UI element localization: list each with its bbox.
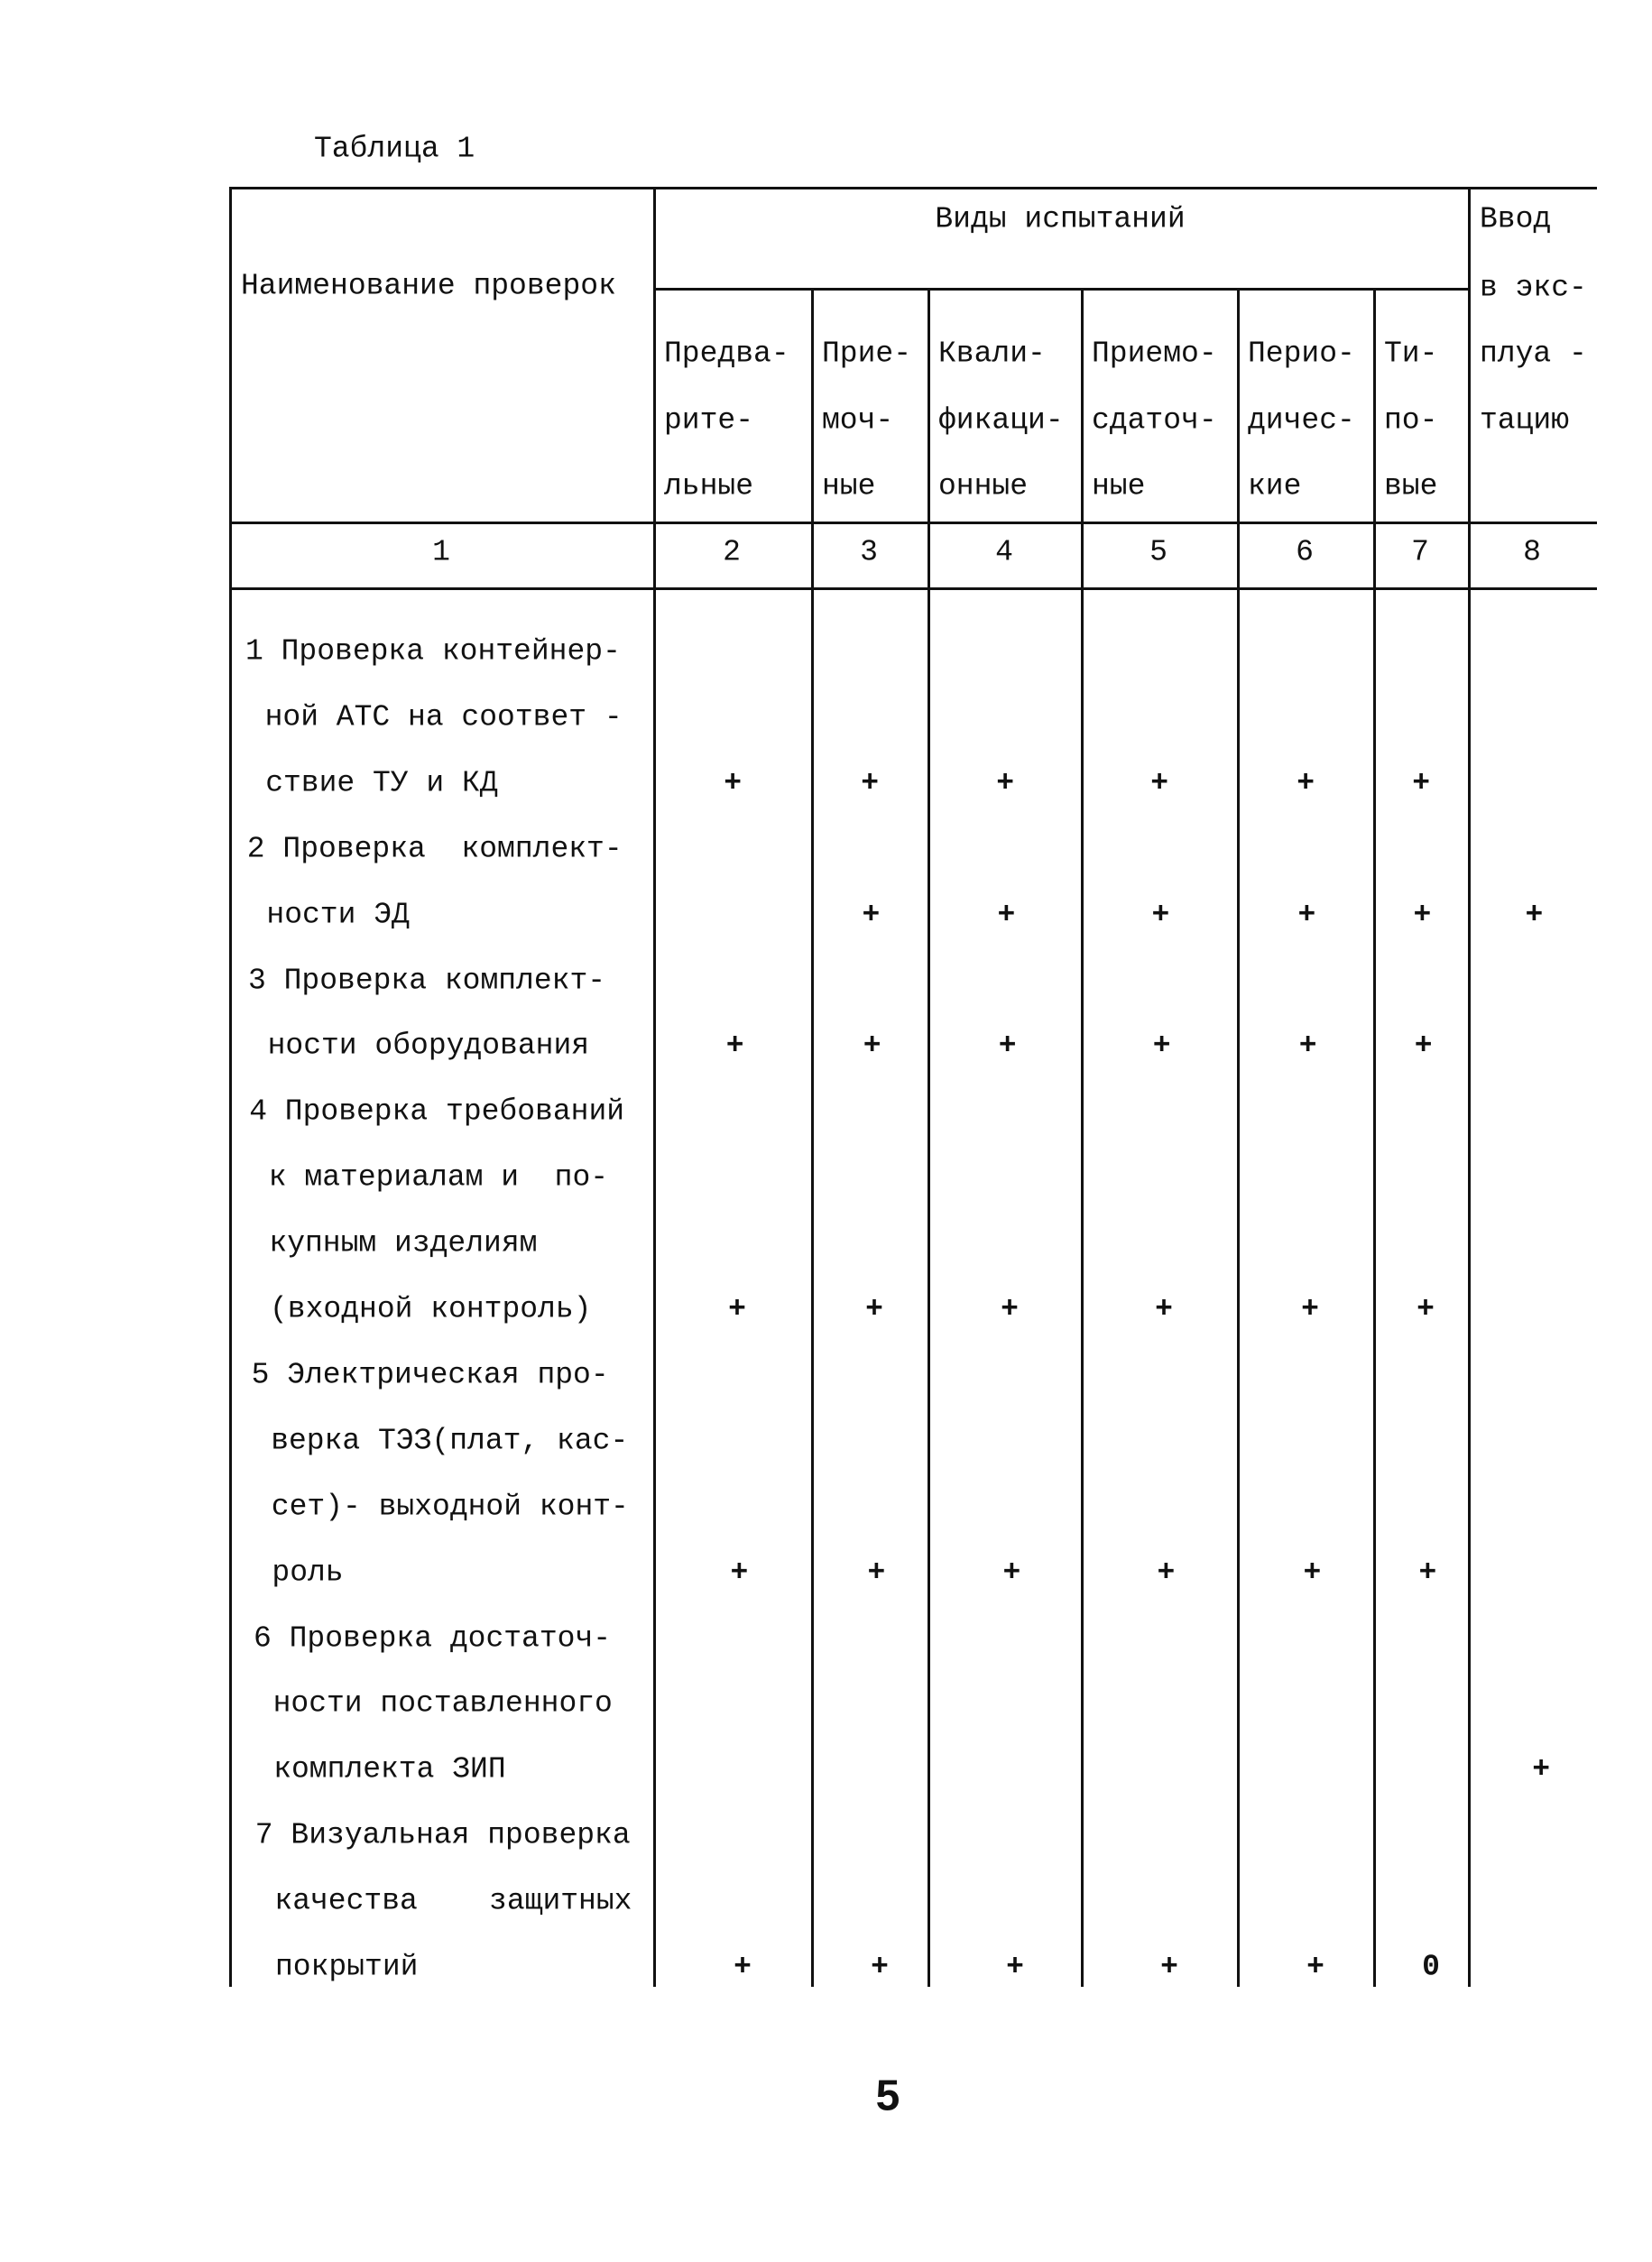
row-check-text: ности поставленного xyxy=(272,1686,613,1721)
test-mark: + xyxy=(865,1292,883,1326)
test-mark: + xyxy=(867,1556,886,1590)
column-divider xyxy=(1237,288,1240,1987)
test-mark: + xyxy=(1298,1029,1317,1063)
row-check-text: ности оборудования xyxy=(267,1029,590,1063)
header-group-divider xyxy=(653,288,1468,291)
test-mark: + xyxy=(1306,1950,1324,1984)
column-number: 3 xyxy=(860,535,878,569)
test-mark: + xyxy=(1417,1292,1435,1326)
test-mark: + xyxy=(1002,1556,1021,1590)
test-mark: + xyxy=(862,898,881,932)
header-test-type: дичес- xyxy=(1248,403,1355,438)
test-mark: + xyxy=(1150,766,1169,800)
test-mark: + xyxy=(997,898,1016,932)
test-mark: + xyxy=(725,1029,744,1063)
column-divider xyxy=(1468,187,1471,1987)
row-check-text: комплекта ЗИП xyxy=(273,1752,506,1787)
test-mark: + xyxy=(1297,898,1316,932)
test-mark: + xyxy=(1412,766,1431,800)
header-test-type: сдаточ- xyxy=(1092,403,1217,438)
test-mark: + xyxy=(730,1556,749,1590)
header-test-type: Приемо- xyxy=(1092,337,1217,371)
column-number: 8 xyxy=(1523,535,1541,569)
test-mark: + xyxy=(1525,898,1544,932)
row-check-text: (входной контроль) xyxy=(270,1292,592,1326)
row-check-text: покрытий xyxy=(275,1950,419,1984)
row-check-text: 6 Проверка достаточ- xyxy=(254,1621,612,1655)
test-mark: + xyxy=(1297,766,1315,800)
row-check-text: ности ЭД xyxy=(266,898,410,932)
row-check-text: сет)- выходной конт- xyxy=(271,1490,629,1524)
column-divider xyxy=(653,187,656,1987)
test-mark: + xyxy=(1303,1556,1322,1590)
test-mark: + xyxy=(728,1292,746,1326)
test-mark: + xyxy=(1160,1950,1178,1984)
column-number: 4 xyxy=(995,535,1013,569)
table-top-border xyxy=(229,187,1597,189)
header-test-type: льные xyxy=(664,469,754,503)
header-test-type: рите- xyxy=(664,403,754,438)
test-mark: + xyxy=(871,1950,889,1984)
column-divider xyxy=(811,288,814,1987)
row-check-text: ствие ТУ и КД xyxy=(265,766,498,800)
column-divider xyxy=(1081,288,1084,1987)
header-test-type: Прие- xyxy=(822,337,912,371)
test-mark: + xyxy=(1301,1292,1319,1326)
header-test-type: по- xyxy=(1384,403,1438,438)
column-number: 5 xyxy=(1149,535,1167,569)
row-check-text: 2 Проверка комплект- xyxy=(246,832,623,866)
test-mark: + xyxy=(996,766,1015,800)
table-caption: Таблица 1 xyxy=(314,132,475,166)
row-check-text: верка ТЭЗ(плат, кас- xyxy=(271,1424,629,1458)
header-commissioning: Ввод xyxy=(1480,202,1552,236)
header-commissioning: тацию xyxy=(1480,403,1570,438)
header-test-type: Квали- xyxy=(938,337,1046,371)
test-mark: + xyxy=(1151,898,1170,932)
row-check-text: 1 Проверка контейнер- xyxy=(245,634,621,669)
test-mark: + xyxy=(1532,1752,1551,1787)
test-mark: + xyxy=(724,766,743,800)
test-mark: + xyxy=(1157,1556,1176,1590)
test-mark: + xyxy=(861,766,880,800)
number-row-bottom-border xyxy=(229,587,1597,590)
test-mark: + xyxy=(1413,898,1432,932)
header-test-type: ные xyxy=(822,469,876,503)
column-divider xyxy=(1373,288,1376,1987)
header-test-type: фикаци- xyxy=(938,403,1064,438)
header-bottom-border xyxy=(229,522,1597,524)
test-mark: + xyxy=(1418,1556,1437,1590)
header-test-type: моч- xyxy=(822,403,894,438)
row-check-text: роль xyxy=(272,1556,344,1590)
header-group-label: Виды испытаний xyxy=(935,202,1186,236)
test-mark: + xyxy=(1152,1029,1171,1063)
column-number: 6 xyxy=(1296,535,1314,569)
column-number: 7 xyxy=(1411,535,1429,569)
row-check-text: качества защитных xyxy=(274,1884,632,1918)
column-number: 1 xyxy=(432,535,450,569)
row-check-text: 5 Электрическая про- xyxy=(251,1358,609,1392)
test-mark: + xyxy=(1001,1292,1019,1326)
header-test-type: вые xyxy=(1384,469,1438,503)
test-mark: + xyxy=(734,1950,752,1984)
row-check-text: 7 Визуальная проверка xyxy=(254,1818,631,1852)
test-mark: 0 xyxy=(1422,1950,1440,1984)
test-mark: + xyxy=(1414,1029,1433,1063)
header-test-type: кие xyxy=(1248,469,1302,503)
header-test-type: онные xyxy=(938,469,1029,503)
header-test-type: ные xyxy=(1092,469,1146,503)
test-mark: + xyxy=(998,1029,1017,1063)
header-test-type: Перио- xyxy=(1248,337,1355,371)
page-number: 5 xyxy=(875,2072,900,2120)
row-check-text: купным изделиям xyxy=(269,1226,538,1260)
row-check-text: к материалам и по- xyxy=(268,1160,609,1195)
row-check-text: 3 Проверка комплект- xyxy=(248,964,606,997)
column-divider xyxy=(928,288,930,1987)
test-mark: + xyxy=(1006,1950,1024,1984)
header-commissioning: в экс- xyxy=(1480,271,1587,305)
row-check-text: ной АТС на соответ - xyxy=(264,700,623,734)
header-name-column: Наименование проверок xyxy=(241,269,616,303)
row-check-text: 4 Проверка требований xyxy=(249,1094,625,1129)
test-mark: + xyxy=(1155,1292,1173,1326)
column-number: 2 xyxy=(723,535,741,569)
header-test-type: Предва- xyxy=(664,337,789,371)
header-commissioning: плуа - xyxy=(1480,337,1587,371)
column-divider xyxy=(229,187,232,1987)
test-mark: + xyxy=(863,1029,881,1063)
header-test-type: Ти- xyxy=(1384,337,1438,371)
